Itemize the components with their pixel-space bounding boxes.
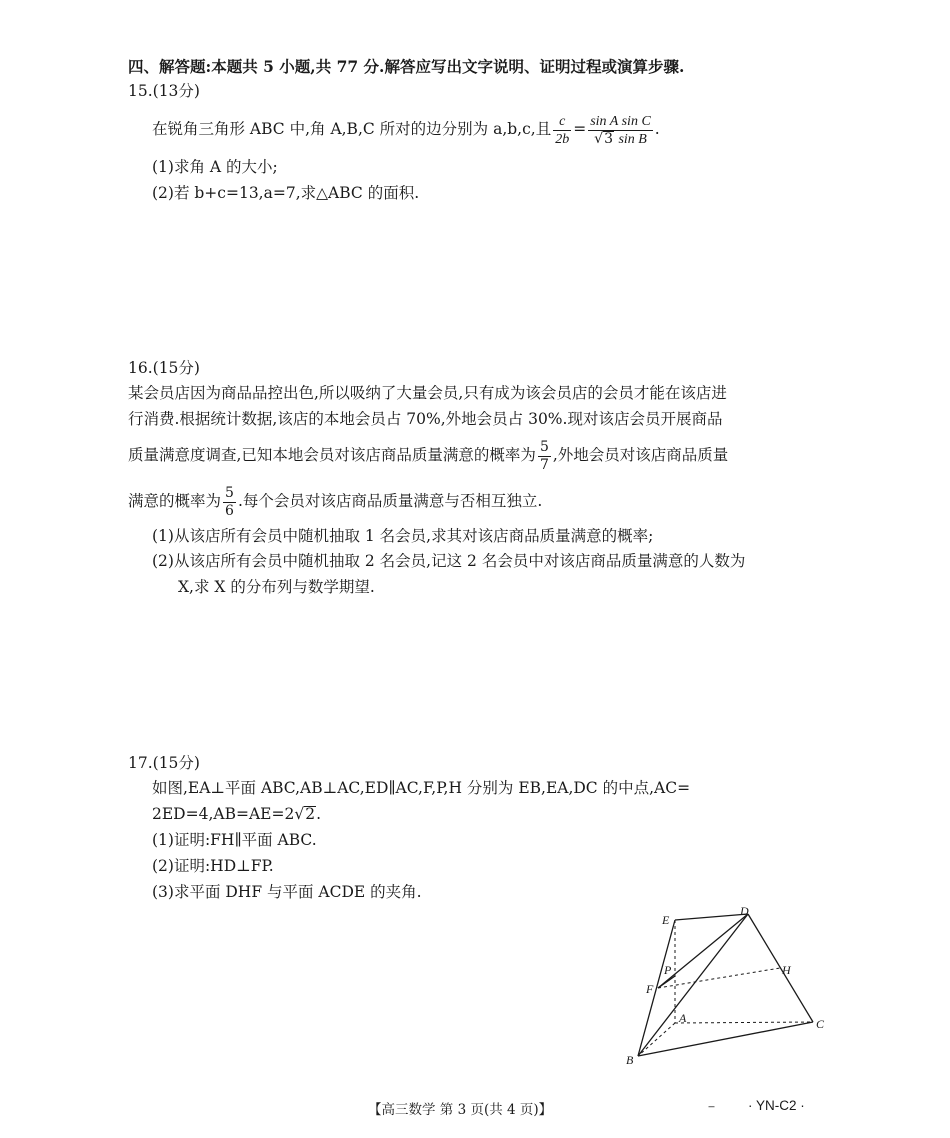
- q15-frac1: [553, 113, 571, 148]
- q15-part2: (2)若 b+c=13,a=7,求△ABC 的面积.: [152, 184, 420, 202]
- q17-line2-a: 2ED=4,AB=AE=2: [152, 805, 295, 823]
- q16-line4-b: .每个会员对该店商品质量满意与否相互独立.: [237, 492, 543, 510]
- label-F: F: [646, 982, 654, 996]
- q17-part2: (2)证明:HD⊥FP.: [152, 857, 274, 875]
- q15-frac2-den: [588, 131, 653, 148]
- q15-head: 15.(13分): [128, 82, 200, 100]
- q17-part3: (3)求平面 DHF 与平面 ACDE 的夹角.: [152, 883, 422, 901]
- label-A: A: [679, 1011, 687, 1025]
- q15-frac2-den-rest: sin B: [618, 131, 647, 147]
- q16-part2-cont: X,求 X 的分布列与数学期望.: [178, 578, 375, 596]
- doc-code: · YN-C2 ·: [748, 1098, 805, 1113]
- label-P: P: [664, 963, 672, 977]
- q15-frac2-root: 3: [604, 130, 613, 147]
- q17-line2-b: .: [316, 805, 322, 823]
- q17-line1: 如图,EA⊥平面 ABC,AB⊥AC,ED∥AC,F,P,H 分别为 EB,EA,DC 的中点,AC=: [152, 779, 691, 797]
- edge-FD: [658, 914, 748, 988]
- edge-EB: [638, 920, 675, 1056]
- q17-line2: [152, 803, 321, 825]
- q16-frac2-den: 6: [225, 502, 234, 519]
- q16-frac1-num: 5: [539, 438, 549, 455]
- q15-stem: [152, 107, 660, 151]
- edge-AC: [675, 1022, 813, 1023]
- label-H: H: [782, 963, 791, 977]
- q15-part1: (1)求角 A 的大小;: [152, 158, 278, 176]
- q16-line3-a: 质量满意度调查,已知本地会员对该店商品质量满意的概率为: [128, 446, 536, 464]
- q16-line4: [128, 480, 542, 522]
- q16-part1: (1)从该店所有会员中随机抽取 1 名会员,求其对该店商品质量满意的概率;: [152, 527, 654, 545]
- edge-BC: [638, 1022, 813, 1056]
- q17-sqrt: √2: [294, 805, 316, 823]
- q16-line3: [128, 434, 728, 476]
- section-title: 四、解答题:本题共 5 小题,共 77 分.解答应写出文字说明、证明过程或演算步骤.: [128, 57, 685, 76]
- edge-FH: [658, 968, 780, 988]
- edge-AB: [638, 1023, 675, 1056]
- q16-frac2-num: 5: [225, 484, 234, 501]
- label-B: B: [626, 1053, 634, 1067]
- label-D: D: [740, 904, 749, 918]
- label-C: C: [816, 1017, 825, 1031]
- edge-ED: [675, 914, 748, 920]
- q16-frac1-den: 7: [539, 456, 549, 473]
- q15-frac2-num: sin A sin C: [590, 113, 651, 129]
- q15-frac1-den: 2b: [555, 131, 570, 147]
- q15-frac1-num: c: [553, 113, 571, 131]
- q16-line4-a: 满意的概率为: [128, 492, 222, 510]
- q17-head: 17.(15分): [128, 754, 200, 772]
- q15-eq: =: [573, 120, 587, 138]
- edge-DC: [748, 914, 813, 1022]
- q16-line2: 行消费.根据统计数据,该店的本地会员占 70%,外地会员占 30%.现对该店会员开展商品: [128, 410, 723, 428]
- label-E: E: [662, 913, 670, 927]
- geometry-figure: [620, 900, 840, 1070]
- q15-frac2: [588, 113, 653, 148]
- q16-part2: (2)从该店所有会员中随机抽取 2 名会员,记这 2 名会员中对该店商品质量满意的人数为: [152, 552, 746, 570]
- footer-mark: ‒: [708, 1100, 715, 1113]
- q16-frac1: [538, 439, 551, 474]
- edge-DB: [638, 914, 748, 1056]
- q15-stem-text: 在锐角三角形 ABC 中,角 A,B,C 所对的边分别为 a,b,c,且: [152, 120, 552, 138]
- q16-frac2: [223, 485, 236, 520]
- q16-head: 16.(15分): [128, 359, 200, 377]
- q17-root: 2: [305, 805, 316, 823]
- q16-line1: 某会员店因为商品品控出色,所以吸纳了大量会员,只有成为该会员店的会员才能在该店进: [128, 384, 727, 402]
- q15-stem-end: .: [654, 120, 660, 138]
- sqrt-sign: √3: [594, 130, 613, 147]
- q17-part1: (1)证明:FH∥平面 ABC.: [152, 831, 317, 849]
- q16-line3-b: ,外地会员对该店商品质量: [552, 446, 729, 464]
- page-footer: 【高三数学 第 3 页(共 4 页)】: [368, 1102, 553, 1118]
